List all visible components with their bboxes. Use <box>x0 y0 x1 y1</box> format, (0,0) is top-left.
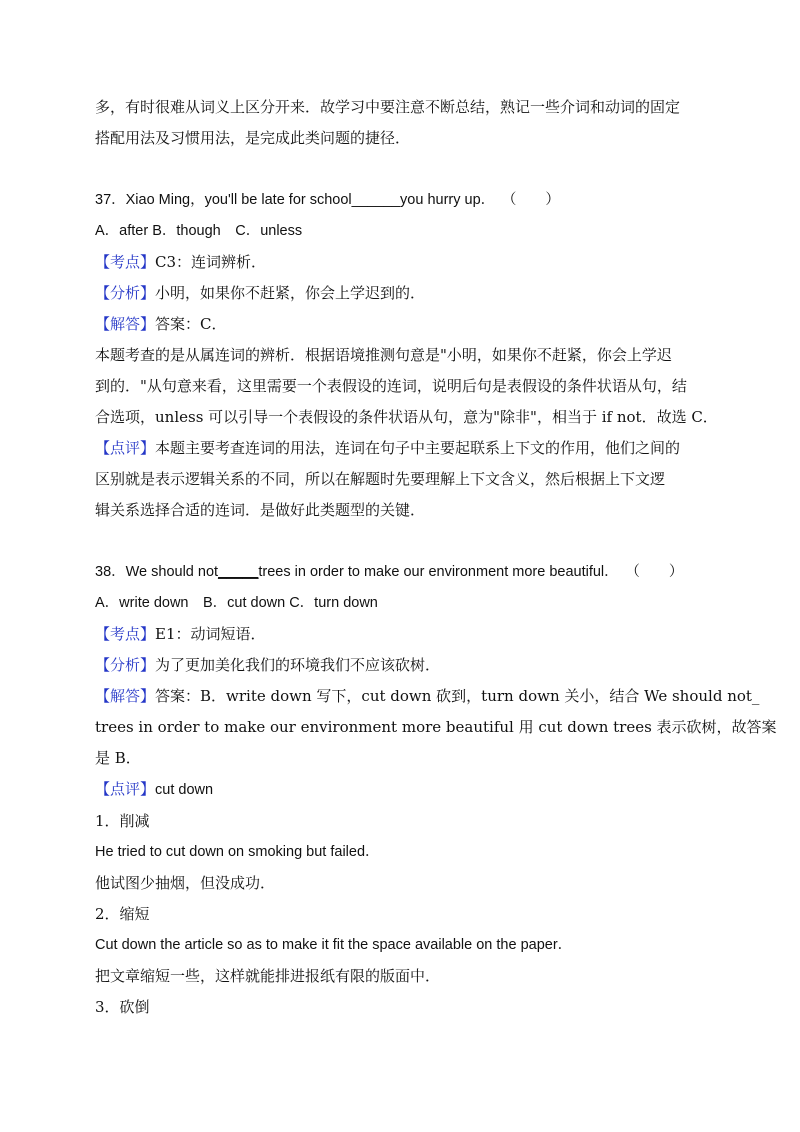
sense-3-head: 3．砍倒 <box>95 998 150 1016</box>
kaodian-text: E1：动词短语． <box>155 625 266 643</box>
q37-dianping-line-3: 辑关系选择合适的连词．是做好此类题型的关键． <box>95 501 426 519</box>
question-38-stem <box>95 557 707 588</box>
answer-parentheses: （ ） <box>509 192 560 208</box>
q38-fenxi <box>95 650 707 681</box>
jieda-text: 答案：C． <box>155 315 227 333</box>
question-37-stem <box>95 185 707 216</box>
sense-2-head: 2．缩短 <box>95 905 150 923</box>
sense-1-translation: 他试图少抽烟，但没成功． <box>95 874 276 892</box>
q38-dianping <box>95 774 707 806</box>
dianping-tag: 【点评】 <box>95 439 156 457</box>
kaodian-text: C3：连词辨析． <box>155 253 267 271</box>
intro-line-1: 多，有时很难从词义上区分开来．故学习中要注意不断总结，熟记一些介词和动词的固定 <box>95 98 681 116</box>
q37-dianping <box>95 433 707 464</box>
sense-1-head: 1．削减 <box>95 812 150 830</box>
dianping-text: cut down <box>155 782 214 798</box>
dianping-tag: 【点评】 <box>95 780 156 798</box>
fenxi-tag: 【分析】 <box>95 656 156 674</box>
kaodian-tag: 【考点】 <box>95 625 156 643</box>
q37-explain-line-1: 本题考查的是从属连词的辨析．根据语境推测句意是"小明，如果你不赶紧，你会上学迟 <box>95 346 672 364</box>
q38-jieda-line-3: 是 B． <box>95 749 141 767</box>
sense-2-translation: 把文章缩短一些，这样就能排进报纸有限的版面中． <box>95 967 441 985</box>
question-38-text-a: 38．We should not <box>95 564 219 580</box>
sense-1-example: He tried to cut down on smoking but failed． <box>95 844 380 860</box>
document-page <box>95 92 777 1023</box>
dianping-text-1: 本题主要考查连词的用法，连词在句子中主要起联系上下文的作用，他们之间的 <box>155 439 681 457</box>
fenxi-text: 小明，如果你不赶紧，你会上学迟到的． <box>155 284 426 302</box>
fenxi-tag: 【分析】 <box>95 284 156 302</box>
question-38-options: A．write down B．cut down C．turn down <box>95 595 378 611</box>
jieda-text-1: 答案：B．write down 写下，cut down 砍到，turn down 关小，结合 We should not_ <box>155 687 760 705</box>
q37-fenxi <box>95 278 707 309</box>
answer-blank: _____ <box>218 564 259 580</box>
jieda-tag: 【解答】 <box>95 315 156 333</box>
fenxi-text: 为了更加美化我们的环境我们不应该砍树． <box>155 656 441 674</box>
question-38-text-b: trees in order to make our environment more beautiful． <box>258 564 619 580</box>
answer-parentheses: （ ） <box>632 564 684 580</box>
sense-2-example: Cut down the article so as to make it fit the space available on the paper． <box>95 937 573 953</box>
question-37-options: A．after B．though C．unless <box>95 223 303 239</box>
q37-kaodian <box>95 247 707 278</box>
intro-line-2: 搭配用法及习惯用法，是完成此类问题的捷径． <box>95 129 411 147</box>
q37-explain-line-2: 到的．"从句意来看，这里需要一个表假设的连词，说明后句是表假设的条件状语从句，结 <box>95 377 687 395</box>
q37-jieda <box>95 309 707 340</box>
q38-jieda <box>95 681 760 712</box>
spacer <box>95 526 707 557</box>
q37-dianping-line-2: 区别就是表示逻辑关系的不同，所以在解题时先要理解上下文含义，然后根据上下文逻 <box>95 470 666 488</box>
kaodian-tag: 【考点】 <box>95 253 156 271</box>
q37-explain-line-3: 合选项，unless 可以引导一个表假设的条件状语从句，意为"除非"，相当于 if not．故选 C． <box>95 408 718 426</box>
q38-jieda-line-2: trees in order to make our environment more beautiful 用 cut down trees 表示砍树，故答案 <box>95 718 777 736</box>
spacer <box>95 154 707 185</box>
question-37-text: 37．Xiao Ming，you'll be late for school______you hurry up． <box>95 192 496 208</box>
q38-kaodian <box>95 619 707 650</box>
jieda-tag: 【解答】 <box>95 687 156 705</box>
